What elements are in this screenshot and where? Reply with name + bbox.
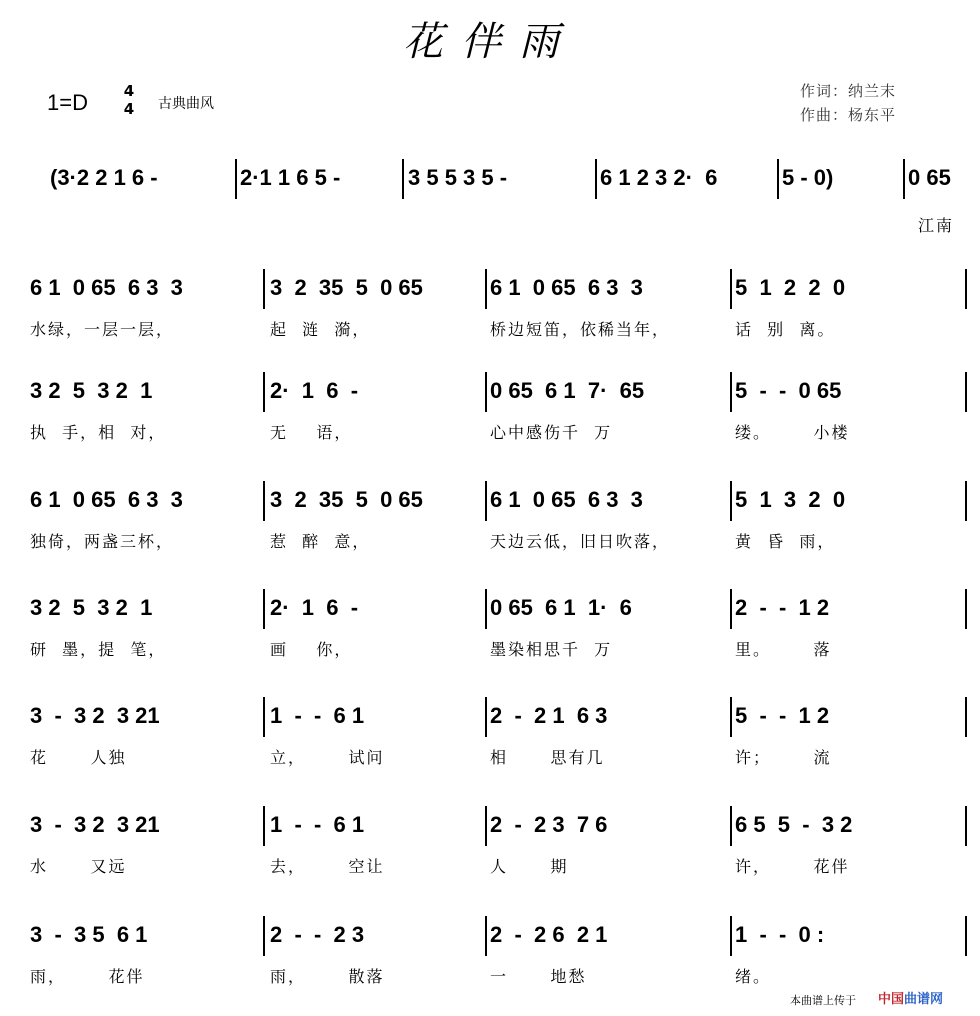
measure-notes: 2 - - 2 3 xyxy=(270,922,365,947)
measure-notes: 6 5 5 - 3 2 xyxy=(735,812,853,837)
measure-notes: 3 2 5 3 2 1 xyxy=(30,595,153,620)
lyric-text: 惹 醉 意， xyxy=(270,532,371,551)
lyric-text: 桥边短笛，依稀当年， xyxy=(490,320,671,339)
bar-line xyxy=(263,589,265,629)
meter-bottom: 4 xyxy=(123,100,135,118)
lyric-text: 话 别 离。 xyxy=(735,320,836,339)
measure-notes: 3 - 3 2 3 21 xyxy=(30,812,160,837)
upload-note: 本曲谱上传于 xyxy=(790,994,856,1007)
measure-notes: 6 1 2 3 2· 6 xyxy=(600,165,718,190)
bar-line xyxy=(730,916,732,956)
score-row xyxy=(30,922,970,952)
measure-notes: 3 2 35 5 0 65 xyxy=(270,275,423,300)
measure-notes: 5 - - 1 2 xyxy=(735,703,830,728)
bar-line xyxy=(965,372,967,412)
measure-notes: 5 1 2 2 0 xyxy=(735,275,846,300)
lyric-text: 雨， 散落 xyxy=(270,967,385,986)
bar-line xyxy=(777,159,779,199)
score-row xyxy=(30,703,970,733)
bar-line xyxy=(903,159,905,199)
measure-notes: 6 1 0 65 6 3 3 xyxy=(490,487,643,512)
measure-notes: 3 5 5 3 5 - xyxy=(408,165,508,190)
lyric-row xyxy=(30,213,970,243)
bar-line xyxy=(263,481,265,521)
measure-notes: 1 - - 6 1 xyxy=(270,812,365,837)
bar-line xyxy=(485,481,487,521)
song-title: 花伴雨 xyxy=(403,19,577,65)
measure-notes: (3·2 2 1 6 - xyxy=(50,165,158,190)
lyric-text: 许； 流 xyxy=(735,748,832,767)
measure-notes: 6 1 0 65 6 3 3 xyxy=(30,487,183,512)
measure-notes: 2 - - 1 2 xyxy=(735,595,830,620)
lyric-row xyxy=(30,964,970,994)
bar-line xyxy=(235,159,237,199)
style-note: 古典曲风 xyxy=(158,96,214,112)
lyric-text: 天边云低，旧日吹落， xyxy=(490,532,671,551)
measure-notes: 6 1 0 65 6 3 3 xyxy=(490,275,643,300)
time-signature xyxy=(122,82,136,118)
bar-line xyxy=(965,916,967,956)
measure-notes: 2·1 1 6 5 - xyxy=(240,165,341,190)
bar-line xyxy=(263,372,265,412)
bar-line xyxy=(263,269,265,309)
lyricist-credit: 作词：纳兰末 xyxy=(800,82,897,100)
lyric-text: 墨染相思千 万 xyxy=(490,640,613,659)
score-row xyxy=(30,812,970,842)
measure-notes: 1 - - 6 1 xyxy=(270,703,365,728)
lyric-text: 无 语， xyxy=(270,423,353,442)
measure-notes: 0 65 xyxy=(908,165,951,190)
key-signature: 1=D xyxy=(47,90,88,115)
lyric-text: 相 思有几 xyxy=(490,748,605,767)
lyric-text: 缕。 小楼 xyxy=(735,423,850,442)
measure-notes: 2 - 2 6 2 1 xyxy=(490,922,608,947)
lyric-text: 心中感伤千 万 xyxy=(490,423,613,442)
bar-line xyxy=(965,481,967,521)
lyric-text: 水 又远 xyxy=(30,857,127,876)
bar-line xyxy=(485,916,487,956)
measure-notes: 2· 1 6 - xyxy=(270,378,359,403)
lyric-row xyxy=(30,317,970,347)
bar-line xyxy=(485,806,487,846)
bar-line xyxy=(730,372,732,412)
lyric-text: 江南 xyxy=(918,216,955,235)
bar-line xyxy=(965,589,967,629)
lyric-text: 执 手，相 对， xyxy=(30,423,167,442)
lyric-text: 起 涟 漪， xyxy=(270,320,371,339)
lyric-text: 画 你， xyxy=(270,640,353,659)
bar-line xyxy=(730,481,732,521)
bar-line xyxy=(485,697,487,737)
bar-line xyxy=(730,697,732,737)
lyric-text: 雨， 花伴 xyxy=(30,967,145,986)
lyric-text: 绪。 xyxy=(735,967,772,986)
lyric-text: 立， 试问 xyxy=(270,748,385,767)
composer-credit: 作曲：杨东平 xyxy=(800,106,897,124)
measure-notes: 2· 1 6 - xyxy=(270,595,359,620)
lyric-row xyxy=(30,420,970,450)
measure-notes: 2 - 2 1 6 3 xyxy=(490,703,608,728)
lyric-text: 黄 昏 雨， xyxy=(735,532,836,551)
lyric-text: 独倚，两盏三杯， xyxy=(30,532,175,551)
measure-notes: 5 - - 0 65 xyxy=(735,378,842,403)
bar-line xyxy=(965,806,967,846)
lyric-text: 里。 落 xyxy=(735,640,832,659)
measure-notes: 3 2 35 5 0 65 xyxy=(270,487,423,512)
score-row xyxy=(30,275,970,305)
score-row xyxy=(30,487,970,517)
score-row xyxy=(30,595,970,625)
bar-line xyxy=(402,159,404,199)
measure-notes: 3 - 3 5 6 1 xyxy=(30,922,148,947)
bar-line xyxy=(263,806,265,846)
measure-notes: 6 1 0 65 6 3 3 xyxy=(30,275,183,300)
measure-notes: 2 - 2 3 7 6 xyxy=(490,812,608,837)
bar-line xyxy=(965,269,967,309)
bar-line xyxy=(730,589,732,629)
bar-line xyxy=(595,159,597,199)
measure-notes: 5 1 3 2 0 xyxy=(735,487,846,512)
measure-notes: 0 65 6 1 7· 65 xyxy=(490,378,645,403)
measure-notes: 3 - 3 2 3 21 xyxy=(30,703,160,728)
meter-top: 4 xyxy=(123,82,135,100)
site-logo: 中国曲谱网 xyxy=(878,992,944,1007)
score-row xyxy=(30,165,970,195)
bar-line xyxy=(263,697,265,737)
bar-line xyxy=(263,916,265,956)
bar-line xyxy=(485,269,487,309)
measure-notes: 5 - 0) xyxy=(782,165,834,190)
lyric-text: 研 墨，提 笔， xyxy=(30,640,167,659)
lyric-row xyxy=(30,745,970,775)
bar-line xyxy=(485,372,487,412)
lyric-text: 花 人独 xyxy=(30,748,127,767)
bar-line xyxy=(485,589,487,629)
lyric-row xyxy=(30,637,970,667)
lyric-text: 许， 花伴 xyxy=(735,857,850,876)
lyric-text: 一 地愁 xyxy=(490,967,587,986)
bar-line xyxy=(730,806,732,846)
lyric-row xyxy=(30,529,970,559)
lyric-text: 水绿，一层一层， xyxy=(30,320,175,339)
lyric-text: 人 期 xyxy=(490,857,569,876)
lyric-text: 去， 空让 xyxy=(270,857,385,876)
bar-line xyxy=(965,697,967,737)
score-row xyxy=(30,378,970,408)
measure-notes: 3 2 5 3 2 1 xyxy=(30,378,153,403)
lyric-row xyxy=(30,854,970,884)
measure-notes: 1 - - 0 : xyxy=(735,922,825,947)
bar-line xyxy=(730,269,732,309)
measure-notes: 0 65 6 1 1· 6 xyxy=(490,595,632,620)
